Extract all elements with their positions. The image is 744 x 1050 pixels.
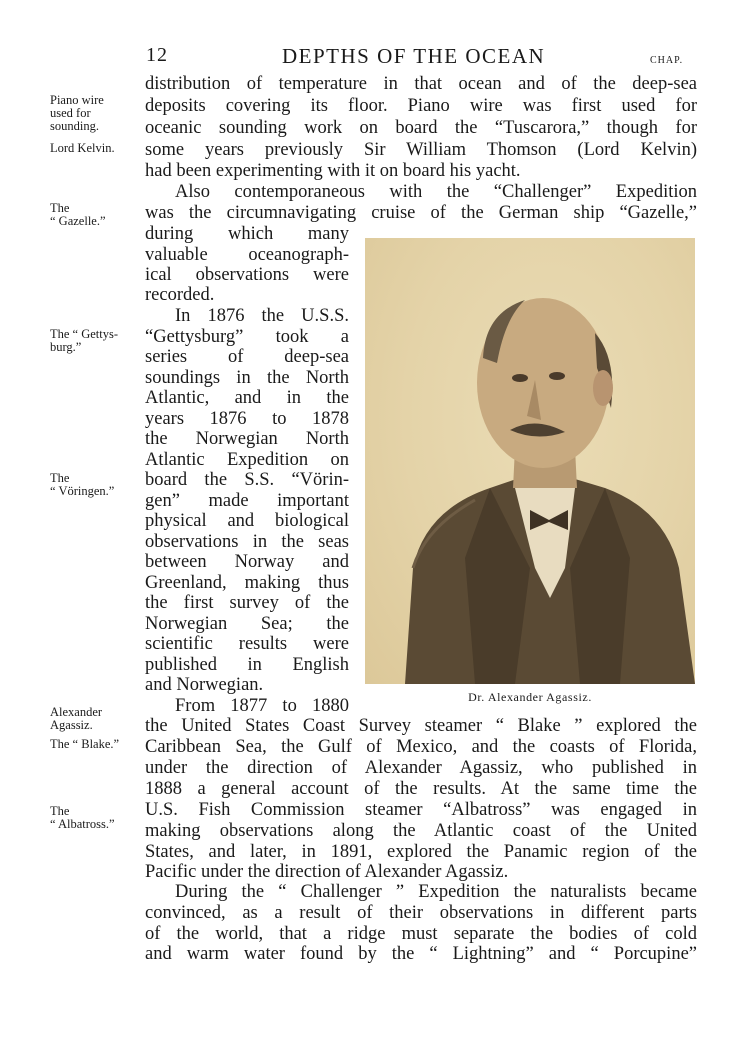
page-number: 12 [146, 44, 168, 66]
text-line: was the circumnavigating cruise of the German ship “Gazelle,” [145, 203, 697, 223]
text-line: States, and later, in 1891, explored the Panamic region of the [145, 842, 697, 862]
text-line: scientific results were [145, 634, 349, 654]
text-line: the United States Coast Survey steamer “ Blake ” explored the [145, 716, 697, 736]
text-line: Caribbean Sea, the Gulf of Mexico, and the coasts of Florida, [145, 737, 697, 757]
text-line: valuable oceanograph- [145, 245, 349, 265]
margin-note-piano-wire: Piano wire used for sounding. [50, 93, 104, 133]
text-line: making observations along the Atlantic coast of the United [145, 821, 697, 841]
text-line: From 1877 to 1880 [175, 696, 349, 716]
figure-caption: Dr. Alexander Agassiz. [468, 690, 592, 704]
text-line: and warm water found by the “ Lightning” and “ Porcupine” [145, 944, 697, 964]
agassiz-portrait [365, 238, 695, 684]
text-line: Pacific under the direction of Alexander Agassiz. [145, 862, 509, 882]
margin-note-agassiz: Alexander Agassiz. [50, 705, 103, 732]
text-line: Atlantic Expedition on [145, 450, 349, 470]
text-line: convinced, as a result of their observations in different parts [145, 903, 697, 923]
text-line: observations in the seas [145, 532, 349, 552]
margin-note-lord-kelvin: Lord Kelvin. [50, 141, 115, 155]
text-line: ical observations were [145, 265, 349, 285]
text-line: under the direction of Alexander Agassiz, who published in [145, 758, 697, 778]
text-line: “Gettysburg” took a [145, 327, 349, 347]
text-line: U.S. Fish Commission steamer “Albatross” was engaged in [145, 800, 697, 820]
chapter-label: CHAP. [650, 55, 684, 66]
text-line: physical and biological [145, 511, 349, 531]
margin-note-gazelle: The “ Gazelle.” [50, 201, 106, 228]
text-line: and Norwegian. [145, 675, 264, 695]
text-line: Also contemporaneous with the “Challenger” Expedition [175, 182, 697, 202]
text-line: Norwegian Sea; the [145, 614, 349, 634]
text-line: during which many [145, 224, 349, 244]
text-line: In 1876 the U.S.S. [175, 306, 349, 326]
text-line: had been experimenting with it on board his yacht. [145, 161, 521, 181]
text-line: of the world, that a ridge must separate the bodies of cold [145, 924, 697, 944]
text-line: distribution of temperature in that ocean and of the deep-sea [145, 74, 697, 94]
text-line: Atlantic, and in the [145, 388, 349, 408]
text-line: oceanic sounding work on board the “Tuscarora,” though for [145, 118, 697, 138]
text-line: published in English [145, 655, 349, 675]
margin-note-gettysburg: The “ Gettys- burg.” [50, 327, 119, 354]
text-line: Greenland, making thus [145, 573, 349, 593]
text-line: soundings in the North [145, 368, 349, 388]
text-line: board the S.S. “Vörin- [145, 470, 349, 490]
text-line: recorded. [145, 285, 215, 305]
text-line: the first survey of the [145, 593, 349, 613]
margin-note-blake: The “ Blake.” [50, 737, 120, 751]
running-title: DEPTHS OF THE OCEAN [282, 44, 546, 68]
text-line: between Norway and [145, 552, 349, 572]
margin-note-albatross: The “ Albatross.” [50, 804, 115, 831]
margin-note-voringen: The “ Vöringen.” [50, 471, 115, 498]
text-line: deposits covering its floor. Piano wire was first used for [145, 96, 697, 116]
text-line: the Norwegian North [145, 429, 349, 449]
text-line: series of deep-sea [145, 347, 349, 367]
text-line: years 1876 to 1878 [145, 409, 349, 429]
text-line: 1888 a general account of the results. At the same time the [145, 779, 697, 799]
text-line: gen” made important [145, 491, 349, 511]
text-line: During the “ Challenger ” Expedition the naturalists became [175, 882, 697, 902]
text-line: some years previously Sir William Thomson (Lord Kelvin) [145, 140, 697, 160]
